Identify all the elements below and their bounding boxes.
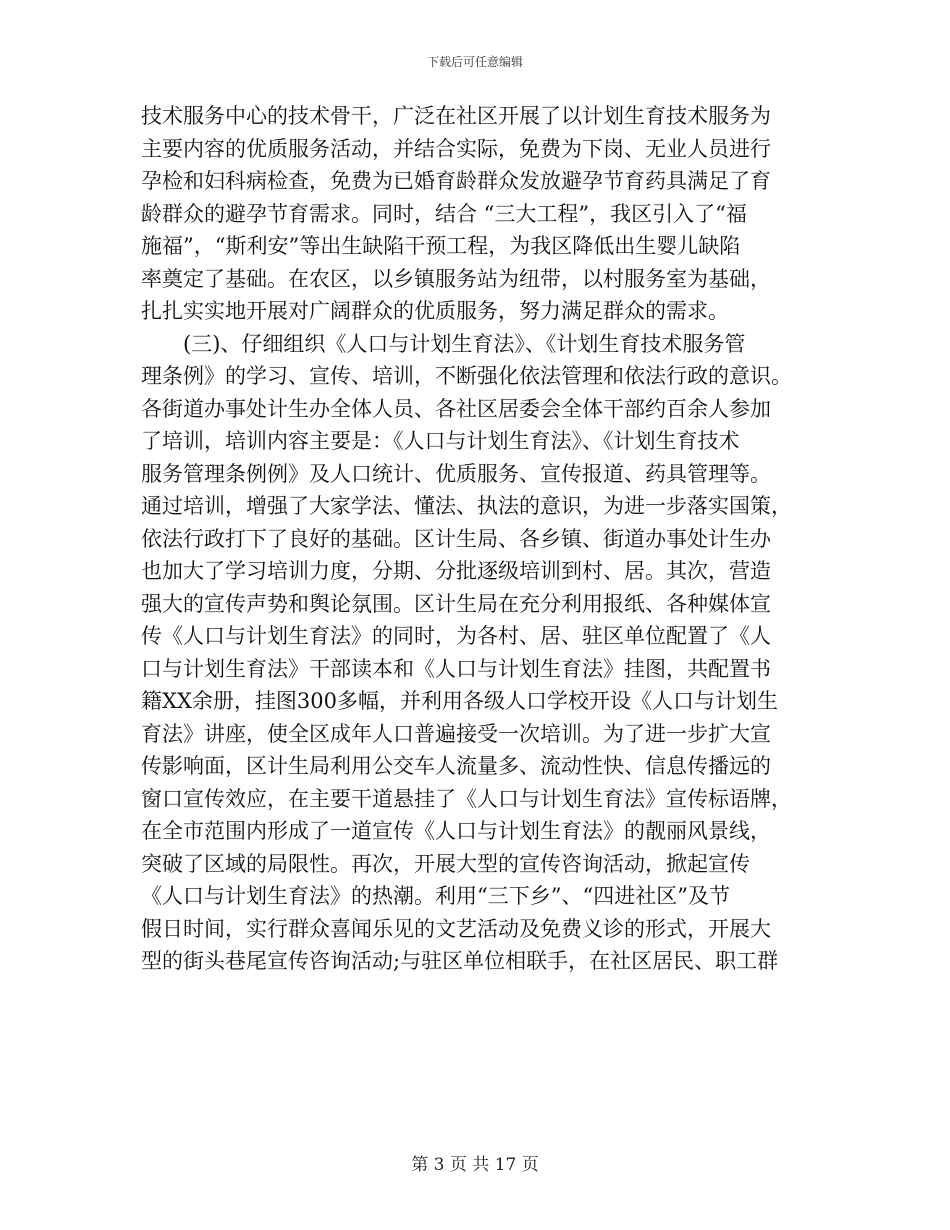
text-line: 施福”，“斯利安”等出生缺陷干预工程，为我区降低出生婴儿缺陷 (141, 234, 741, 258)
text-line: 服务管理条例例》及人口统计、优质服务、宣传报道、药具管理等。 (141, 461, 771, 486)
text-line: 窗口宣传效应，在主要干道悬挂了《人口与计划生育法》宣传标语牌， (141, 786, 792, 811)
text-line: 籍XX余册，挂图300多幅，并利用各级人口学校开设《人口与计划生 (141, 689, 778, 713)
body-text (141, 100, 809, 978)
text-line: 技术服务中心的技术骨干，广泛在社区开展了以计划生育技术服务为 (141, 104, 771, 128)
page-footer: 第 3 页 共 17 页 (411, 1155, 539, 1175)
text-line: 口与计划生育法》干部读本和《人口与计划生育法》挂图，共配置书 (141, 656, 771, 681)
page-header: 下载后可任意编辑 (426, 55, 523, 69)
text-line: 《人口与计划生育法》的热潮。利用“三下乡”、“四进社区”及节 (141, 884, 730, 908)
text-line: 在全市范围内形成了一道宣传《人口与计划生育法》的靓丽风景线， (141, 819, 771, 843)
text-line: 传《人口与计划生育法》的同时，为各村、居、驻区单位配置了《人 (141, 624, 771, 648)
text-line: 强大的宣传声势和舆论氛围。区计生局在充分利用报纸、各种媒体宣 (141, 591, 771, 616)
text-line: 型的街头巷尾宣传咨询活动;与驻区单位相联手，在社区居民、职工群 (141, 949, 779, 973)
paragraph-start-line: (三)、仔细组织《人口与计划生育法》、《计划生育技术服务管 (183, 331, 746, 356)
text-line: 率奠定了基础。在农区，以乡镇服务站为纽带，以村服务室为基础， (141, 266, 771, 291)
text-line: 育法》讲座，使全区成年人口普遍接受一次培训。为了进一步扩大宣 (141, 721, 771, 746)
text-line: 理条例》的学习、宣传、培训，不断强化依法管理和依法行政的意识。 (141, 364, 792, 388)
text-line: 通过培训，增强了大家学法、懂法、执法的意识，为进一步落实国策， (141, 494, 792, 518)
text-line: 传影响面，区计生局利用公交车人流量多、流动性快、信息传播远的 (141, 754, 771, 778)
text-line: 主要内容的优质服务活动，并结合实际，免费为下岗、无业人员进行 (141, 136, 771, 161)
text-line: 龄群众的避孕节育需求。同时，结合 “三大工程”，我区引入了“福 (141, 201, 747, 226)
text-line: 假日时间，实行群众喜闻乐见的文艺活动及免费义诊的形式，开展大 (141, 916, 771, 941)
text-line: 突破了区域的局限性。再次，开展大型的宣传咨询活动，掀起宣传 (141, 851, 750, 876)
text-line: 各街道办事处计生办全体人员、各社区居委会全体干部约百余人参加 (141, 396, 771, 421)
text-line: 依法行政打下了良好的基础。区计生局、各乡镇、街道办事处计生办 (141, 526, 771, 551)
text-line: 也加大了学习培训力度，分期、分批逐级培训到村、居。其次，营造 (141, 559, 771, 583)
text-line: 了培训，培训内容主要是：《人口与计划生育法》、《计划生育技术 (141, 429, 740, 453)
text-line: 扎扎实实地开展对广阔群众的优质服务，努力满足群众的需求。 (141, 299, 729, 323)
text-line: 孕检和妇科病检查，免费为已婚育龄群众发放避孕节育药具满足了育 (141, 169, 771, 193)
